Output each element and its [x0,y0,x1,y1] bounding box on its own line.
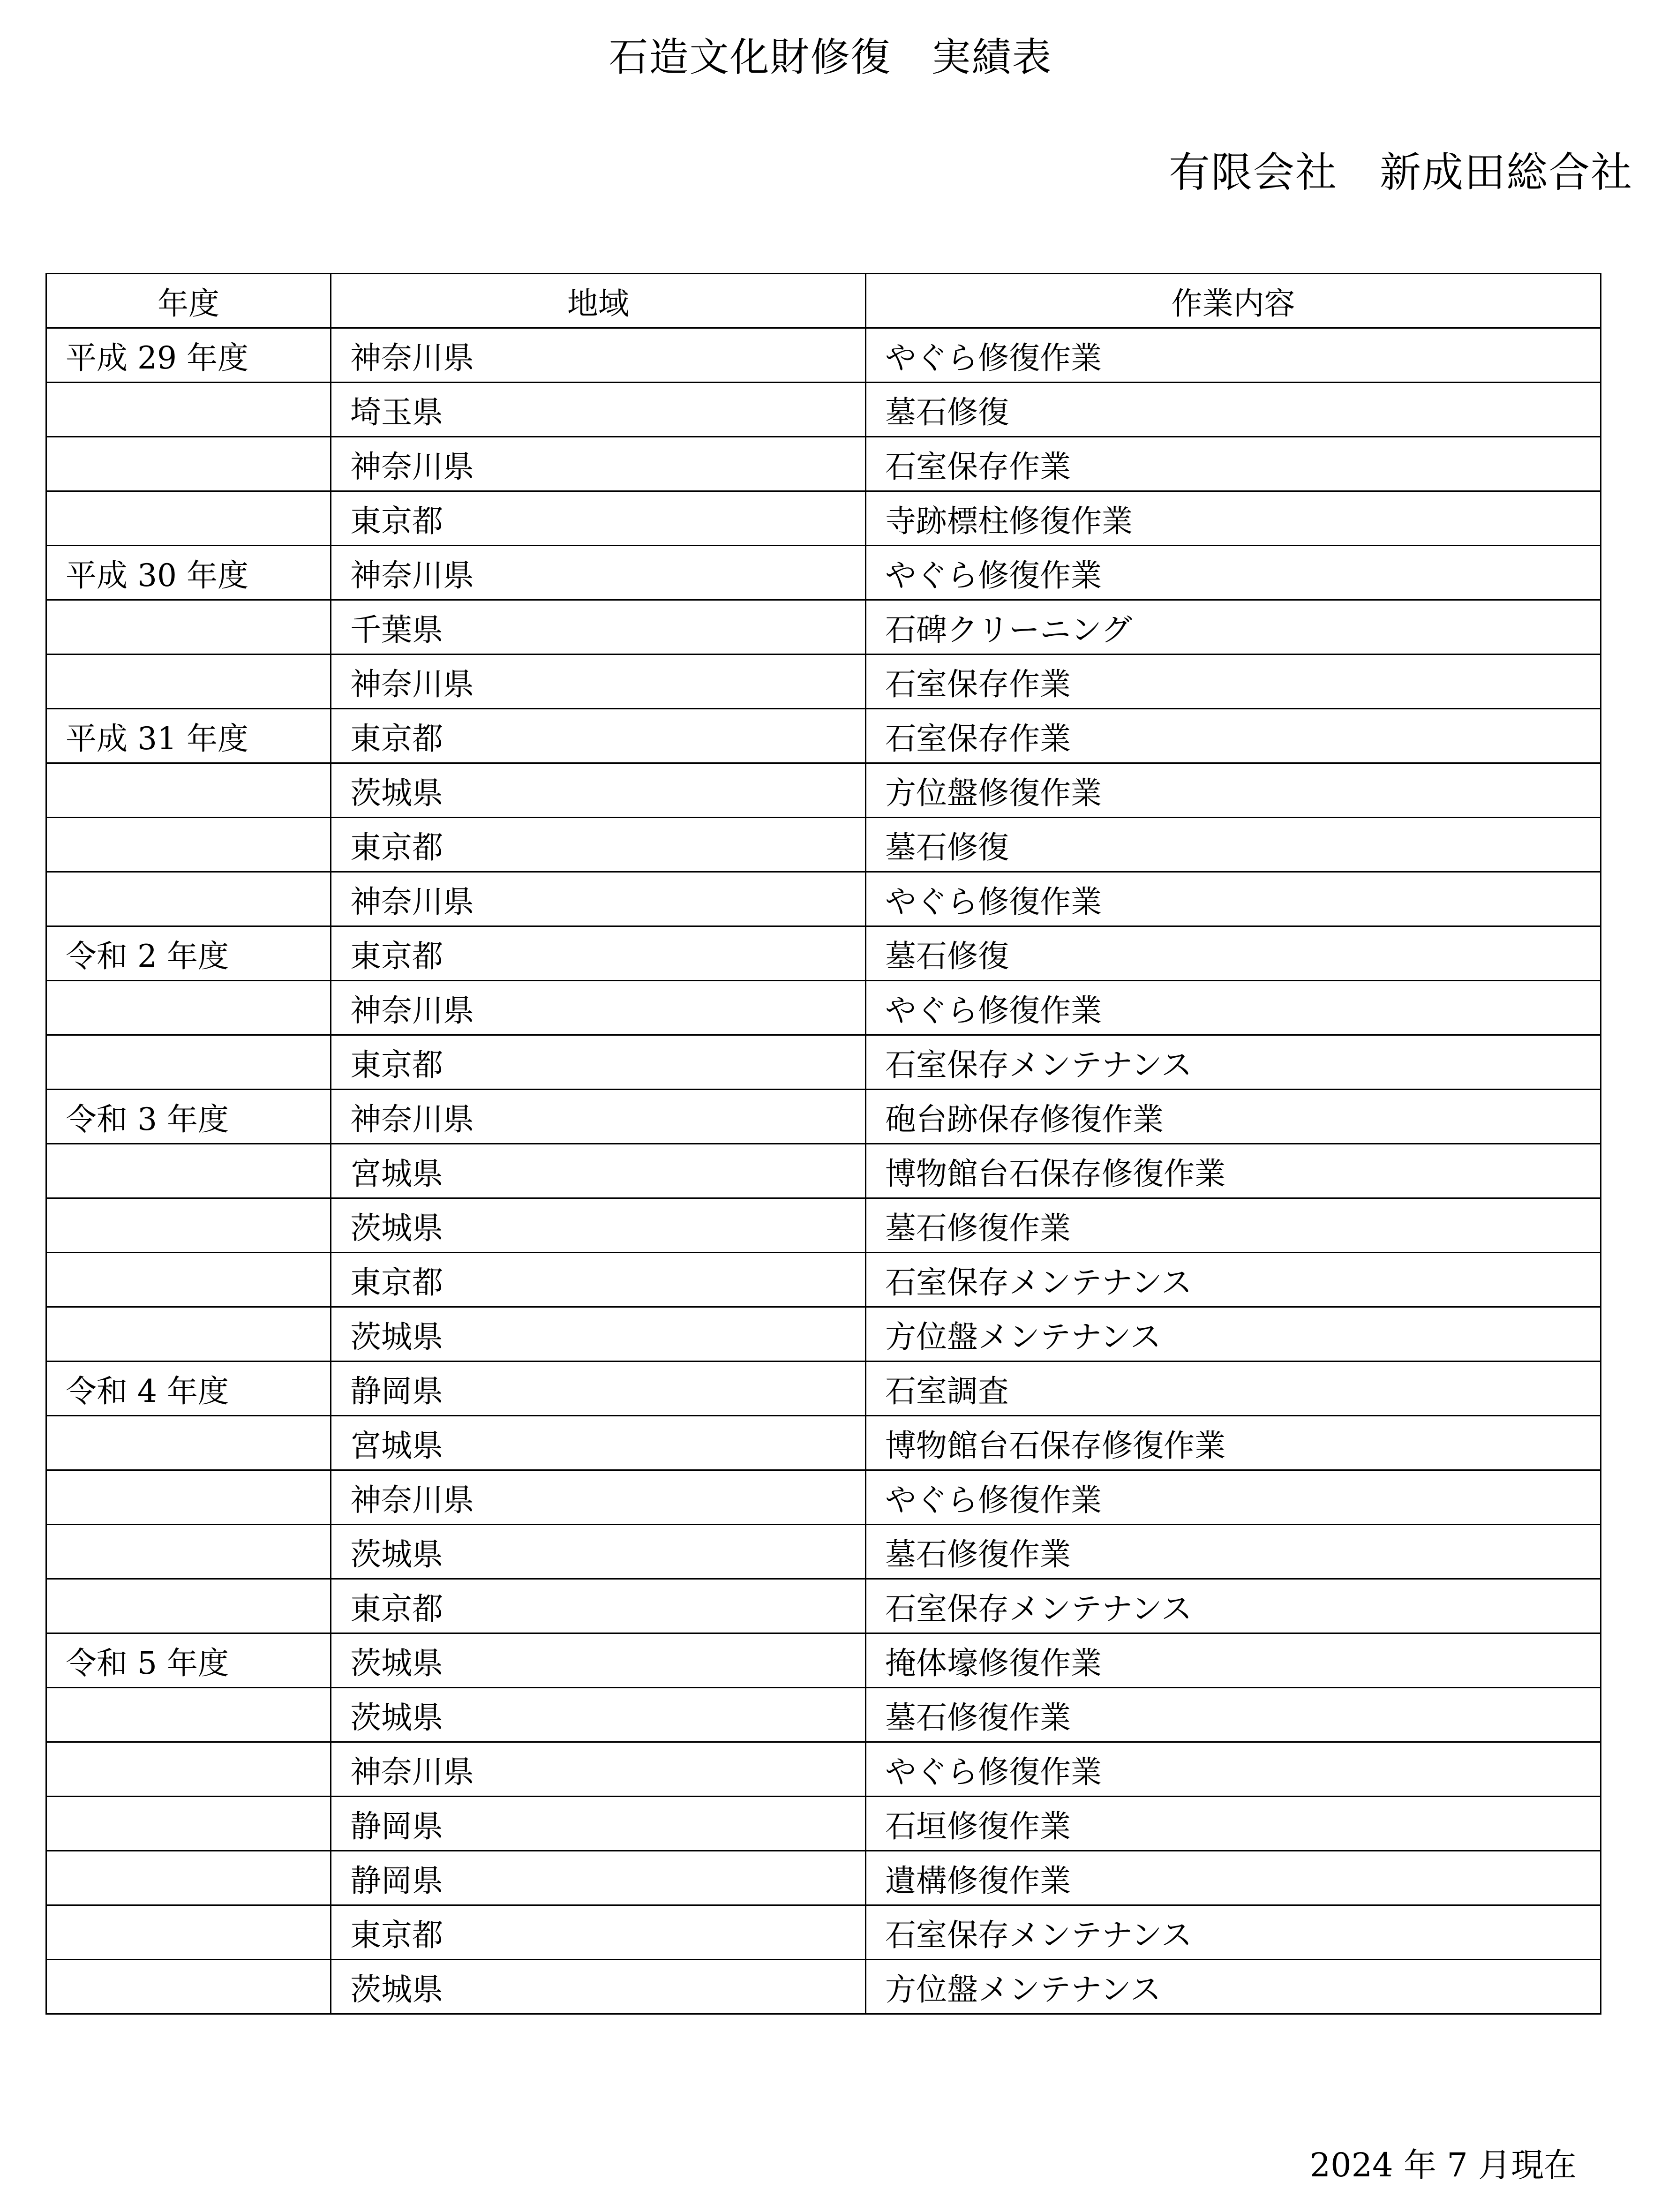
cell-work: やぐら修復作業 [866,546,1601,600]
cell-region: 東京都 [331,1035,866,1090]
cell-work: 墓石修復 [866,926,1601,981]
header-year: 年度 [46,274,331,328]
cell-work: 石室保存作業 [866,709,1601,763]
table-row [46,1633,1601,1688]
cell-region: 神奈川県 [331,655,866,709]
cell-year: 令和 5 年度 [46,1633,331,1688]
cell-region: 静岡県 [331,1851,866,1905]
cell-year [46,1797,331,1851]
cell-work: 石室保存メンテナンス [866,1579,1601,1633]
cell-work: 石室保存メンテナンス [866,1253,1601,1307]
table-row [46,1905,1601,1960]
document-title: 石造文化財修復 実績表 [609,34,1052,80]
table-row [46,1416,1601,1470]
cell-work: 石垣修復作業 [866,1797,1601,1851]
cell-year: 平成 31 年度 [46,709,331,763]
table-row [46,1198,1601,1253]
cell-region: 神奈川県 [331,437,866,491]
records-table [45,273,1601,2015]
cell-work: 方位盤メンテナンス [866,1307,1601,1362]
cell-region: 神奈川県 [331,872,866,926]
cell-region: 東京都 [331,818,866,872]
cell-year [46,1688,331,1742]
cell-region: 茨城県 [331,1960,866,2014]
table-body [46,328,1601,2014]
cell-region: 宮城県 [331,1416,866,1470]
cell-region: 神奈川県 [331,1470,866,1525]
cell-region: 神奈川県 [331,1742,866,1797]
cell-region: 神奈川県 [331,546,866,600]
table-row [46,981,1601,1035]
cell-work: やぐら修復作業 [866,328,1601,383]
cell-year [46,1144,331,1198]
cell-year [46,1035,331,1090]
cell-work: 石室調査 [866,1362,1601,1416]
cell-year [46,491,331,546]
table-row [46,872,1601,926]
cell-region: 千葉県 [331,600,866,655]
cell-work: 石室保存メンテナンス [866,1905,1601,1960]
cell-region: 茨城県 [331,1198,866,1253]
cell-work: 墓石修復 [866,383,1601,437]
cell-year [46,1579,331,1633]
cell-region: 静岡県 [331,1797,866,1851]
cell-region: 茨城県 [331,1633,866,1688]
cell-year: 令和 2 年度 [46,926,331,981]
cell-region: 神奈川県 [331,328,866,383]
cell-year [46,763,331,818]
cell-year [46,1253,331,1307]
cell-year [46,600,331,655]
cell-year [46,1470,331,1525]
table-row [46,600,1601,655]
cell-work: 墓石修復作業 [866,1688,1601,1742]
table-row [46,1797,1601,1851]
table-row [46,546,1601,600]
table-row [46,1253,1601,1307]
cell-year [46,655,331,709]
cell-year [46,818,331,872]
cell-year [46,1416,331,1470]
company-name: 有限会社 新成田総合社 [1168,148,1633,196]
table-row [46,328,1601,383]
table-row [46,1960,1601,2014]
cell-work: 博物館台石保存修復作業 [866,1416,1601,1470]
cell-work: 掩体壕修復作業 [866,1633,1601,1688]
cell-work: やぐら修復作業 [866,981,1601,1035]
cell-region: 神奈川県 [331,981,866,1035]
cell-work: 遺構修復作業 [866,1851,1601,1905]
cell-region: 東京都 [331,926,866,981]
cell-year [46,872,331,926]
cell-year: 令和 4 年度 [46,1362,331,1416]
header-work: 作業内容 [866,274,1601,328]
cell-year [46,1742,331,1797]
table-row [46,763,1601,818]
cell-work: 砲台跡保存修復作業 [866,1090,1601,1144]
table-row [46,1851,1601,1905]
table-row [46,1742,1601,1797]
header-region: 地域 [331,274,866,328]
cell-work: 石室保存メンテナンス [866,1035,1601,1090]
as-of-date: 2024 年 7 月現在 [1309,2146,1577,2184]
cell-year [46,437,331,491]
cell-region: 埼玉県 [331,383,866,437]
cell-work: 石碑クリーニング [866,600,1601,655]
cell-year: 令和 3 年度 [46,1090,331,1144]
table-row [46,926,1601,981]
table-row [46,655,1601,709]
cell-year [46,1525,331,1579]
table-row [46,1090,1601,1144]
cell-region: 神奈川県 [331,1090,866,1144]
table-row [46,437,1601,491]
cell-work: 墓石修復作業 [866,1525,1601,1579]
cell-year [46,1307,331,1362]
cell-work: 博物館台石保存修復作業 [866,1144,1601,1198]
cell-region: 東京都 [331,1253,866,1307]
cell-year: 平成 29 年度 [46,328,331,383]
table-row [46,1525,1601,1579]
cell-work: やぐら修復作業 [866,872,1601,926]
cell-year [46,1960,331,2014]
cell-year [46,981,331,1035]
cell-work: 墓石修復 [866,818,1601,872]
table-row [46,1307,1601,1362]
cell-work: 方位盤修復作業 [866,763,1601,818]
cell-work: 方位盤メンテナンス [866,1960,1601,2014]
table-row [46,818,1601,872]
cell-work: 墓石修復作業 [866,1198,1601,1253]
cell-region: 宮城県 [331,1144,866,1198]
table-row [46,1470,1601,1525]
cell-region: 東京都 [331,1579,866,1633]
cell-region: 東京都 [331,709,866,763]
cell-year [46,1851,331,1905]
cell-year [46,383,331,437]
cell-region: 茨城県 [331,1688,866,1742]
header-row [46,274,1601,328]
cell-year: 平成 30 年度 [46,546,331,600]
table-row [46,709,1601,763]
cell-region: 東京都 [331,491,866,546]
table-row [46,1688,1601,1742]
table-row [46,1362,1601,1416]
table-row [46,491,1601,546]
cell-work: 石室保存作業 [866,655,1601,709]
cell-region: 茨城県 [331,1307,866,1362]
cell-work: やぐら修復作業 [866,1470,1601,1525]
table-row [46,383,1601,437]
cell-region: 茨城県 [331,1525,866,1579]
cell-region: 静岡県 [331,1362,866,1416]
cell-region: 東京都 [331,1905,866,1960]
cell-year [46,1198,331,1253]
table-row [46,1144,1601,1198]
cell-year [46,1905,331,1960]
cell-work: 寺跡標柱修復作業 [866,491,1601,546]
table-row [46,1035,1601,1090]
table-header [46,274,1601,328]
cell-work: やぐら修復作業 [866,1742,1601,1797]
table-row [46,1579,1601,1633]
cell-work: 石室保存作業 [866,437,1601,491]
cell-region: 茨城県 [331,763,866,818]
